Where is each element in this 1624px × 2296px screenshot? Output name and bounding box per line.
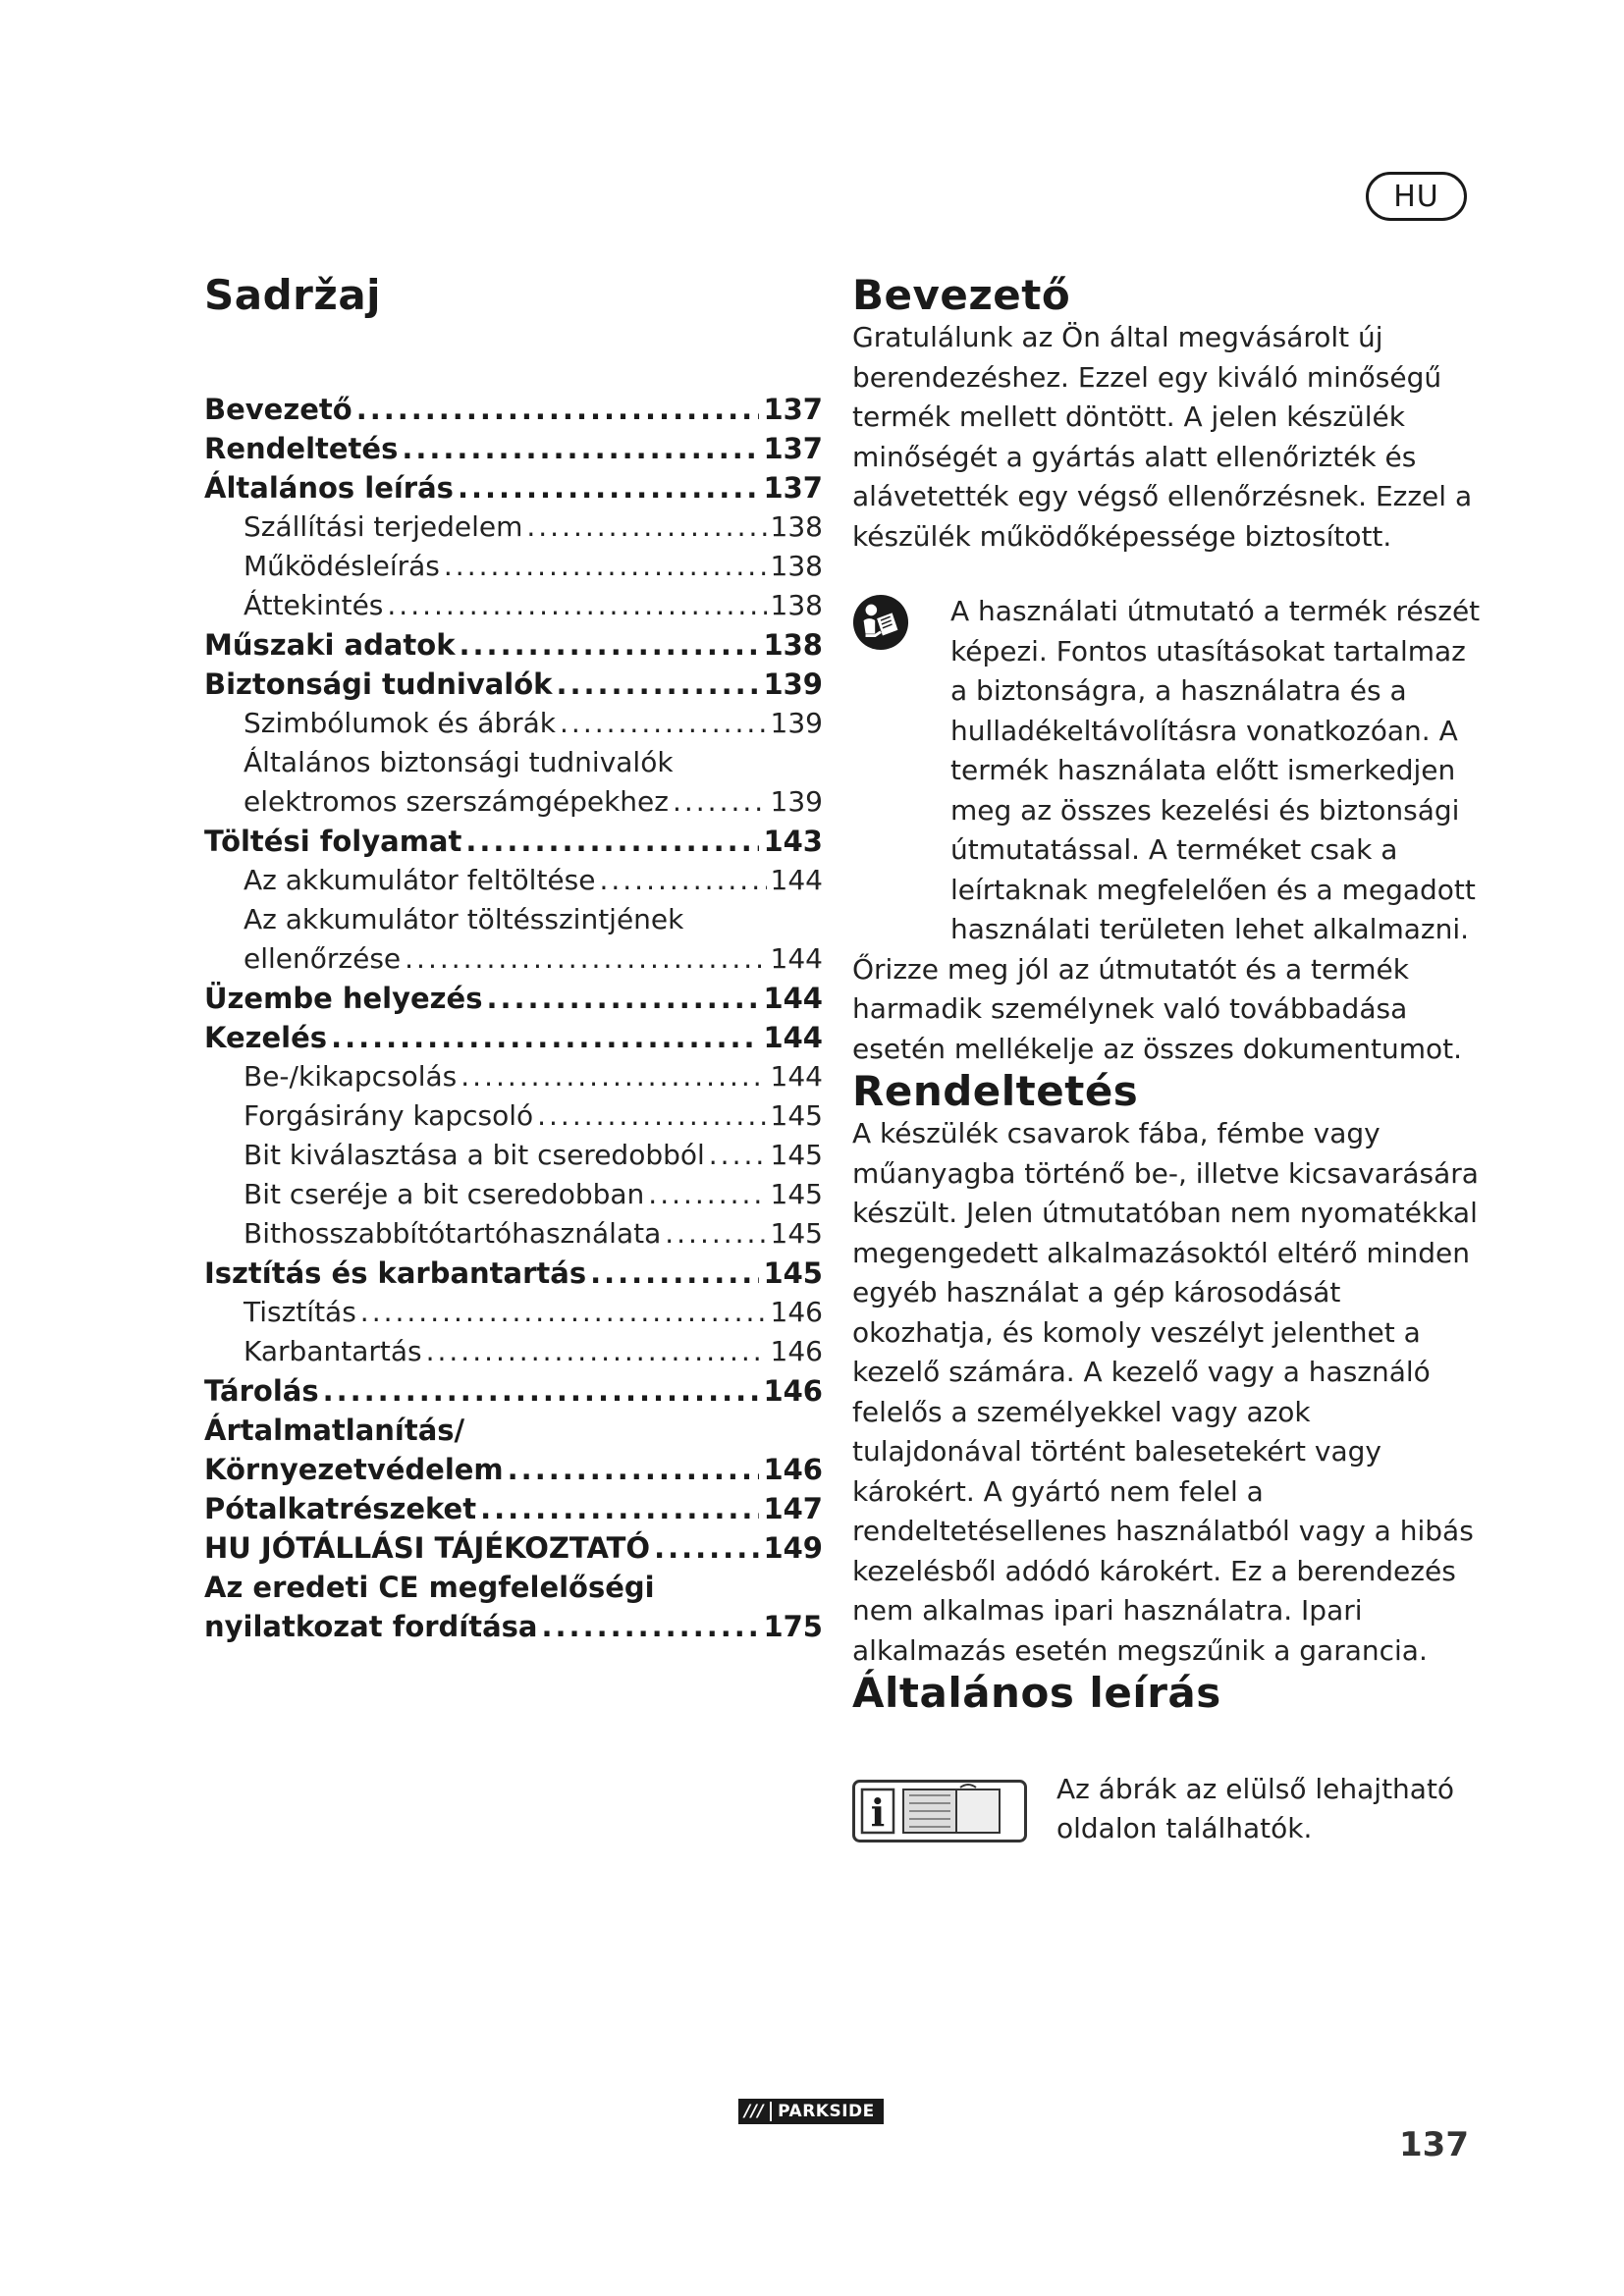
manual-notice	[852, 592, 1481, 1069]
toc-entry-page: 146	[763, 1453, 823, 1487]
toc-entry-label: Bevezető	[204, 393, 352, 427]
toc-entry-page: 138	[770, 550, 823, 583]
toc-entry	[204, 1293, 823, 1332]
toc-entry-label: Töltési folyamat	[204, 825, 462, 859]
toc-entry-label: ellenőrzése	[244, 942, 402, 976]
toc-entry-label: Be-/kikapcsolás	[244, 1060, 458, 1094]
toc-leader-dots	[599, 861, 766, 900]
toc-leader-dots	[405, 939, 766, 979]
toc-leader-dots	[387, 586, 766, 625]
toc-entry-label: Általános leírás	[204, 471, 454, 506]
toc-leader-dots	[673, 782, 767, 822]
toc-leader-dots	[465, 822, 759, 861]
page-number: 137	[1399, 2125, 1469, 2164]
rendeltetes-paragraph: A készülék csavarok fába, fémbe vagy műanyagba történő be-, illetve kicsavarására készült. Jelen útmutatóban nem nyomatékkal megengedett alkalmazásoktól eltérő minden egyéb használat a gép károsodását okozhatja, és komoly veszélyt jelenthet a kezelő számára. A kezelő vagy a használó felelős a személyekkel vagy azok tulajdonával történt balesetekért vagy károkért. A gyártó nem felel a rendeltetésellenes használatból vagy a hibás kezelésből adódó károkért. Ez a berendezés nem alkalmas ipari használatra. Ipari alkalmazás esetén megszűnik a garancia.	[852, 1117, 1479, 1667]
toc-entry-label: Tisztítás	[244, 1296, 356, 1329]
toc-entry	[204, 861, 823, 900]
toc-entry	[204, 665, 823, 704]
toc-leader-dots	[542, 1607, 760, 1646]
toc-entry-page: 139	[770, 707, 823, 740]
toc-leader-dots	[480, 1489, 759, 1528]
toc-entry	[204, 429, 823, 468]
toc-entry-page: 149	[763, 1531, 823, 1566]
toc-entry	[204, 507, 823, 547]
notice-text-keep: Őrizze meg jól az útmutatót és a termék harmadik személynek való továbbadása esetén mellékelje az összes dokumentumot.	[852, 952, 1463, 1065]
toc-entry-page: 145	[770, 1217, 823, 1251]
toc-leader-dots	[402, 429, 759, 468]
toc-entry-label: Az akkumulátor töltésszintjének	[244, 903, 684, 936]
toc-leader-dots	[560, 704, 767, 743]
toc-entry-label: Isztítás és karbantartás	[204, 1256, 587, 1291]
toc-entry	[204, 1018, 823, 1057]
toc-entry-label: Áttekintés	[244, 589, 384, 622]
section-title-altalanos: Általános leírás	[852, 1669, 1221, 1718]
toc-entry	[204, 939, 823, 979]
toc-entry-page: 137	[763, 393, 823, 427]
toc-entry	[204, 1254, 823, 1293]
toc-entry	[204, 1096, 823, 1136]
section-title-rendeltetes: Rendeltetés	[852, 1067, 1139, 1116]
toc-entry-label: Kezelés	[204, 1021, 328, 1055]
intro-paragraph: Gratulálunk az Ön által megvásárolt új berendezéshez. Ezzel egy kiváló minőségű termék mellett döntött. A jelen készülék minőségét a gyártás alatt ellenőrizték és alávetették egy végső ellenőrzésnek. Ezzel a készülék működőképessége biztosított.	[852, 321, 1473, 553]
parkside-logo	[738, 2099, 884, 2124]
toc-leader-dots	[508, 1450, 760, 1489]
toc-entry	[204, 782, 823, 822]
toc-entry	[204, 1332, 823, 1371]
toc-entry	[204, 547, 823, 586]
toc-entry	[204, 1214, 823, 1254]
toc-leader-dots	[323, 1371, 760, 1411]
toc-entry-page: 139	[770, 785, 823, 819]
toc-leader-dots	[460, 625, 760, 665]
toc-title: Sadržaj	[204, 271, 382, 319]
toc-entry	[204, 1528, 823, 1568]
toc-entry	[204, 1489, 823, 1528]
toc-entry-label: nyilatkozat fordítása	[204, 1610, 538, 1644]
toc-leader-dots	[654, 1528, 759, 1568]
toc-leader-dots	[426, 1332, 767, 1371]
toc-leader-dots	[486, 979, 759, 1018]
info-text: Az ábrák az elülső lehajtható oldalon találhatók.	[1056, 1772, 1455, 1845]
toc-entry-label: Környezetvédelem	[204, 1453, 504, 1487]
toc-entry	[204, 390, 823, 429]
read-manual-icon	[852, 594, 909, 651]
svg-text:i: i	[870, 1789, 886, 1835]
toc-entry-page: 146	[770, 1335, 823, 1368]
toc-entry-page: 144	[763, 982, 823, 1016]
toc-entry-label: Üzembe helyezés	[204, 982, 483, 1016]
toc-leader-dots	[590, 1254, 759, 1293]
toc-entry-page: 139	[763, 667, 823, 702]
toc-entry-page: 143	[763, 825, 823, 859]
toc-entry-page: 138	[770, 510, 823, 544]
toc-entry-label: Működésleírás	[244, 550, 440, 583]
toc-entry-label: Biztonsági tudnivalók	[204, 667, 553, 702]
toc-entry-label: Szállítási terjedelem	[244, 510, 523, 544]
toc-entry-label: Forgásirány kapcsoló	[244, 1099, 534, 1133]
logo-stripes-icon: ///	[744, 2102, 765, 2121]
toc-entry	[204, 743, 823, 782]
toc-entry-label: Az akkumulátor feltöltése	[244, 864, 596, 897]
toc-entry-label: Tárolás	[204, 1374, 319, 1409]
toc-leader-dots	[648, 1175, 766, 1214]
toc-leader-dots	[331, 1018, 759, 1057]
toc-entry	[204, 1607, 823, 1646]
toc-leader-dots	[709, 1136, 767, 1175]
toc-entry-page: 145	[763, 1256, 823, 1291]
toc-entry-label: Bit kiválasztása a bit cseredobból	[244, 1139, 705, 1172]
toc-entry-label: HU JÓTÁLLÁSI TÁJÉKOZTATÓ	[204, 1531, 651, 1566]
toc-entry-label: Az eredeti CE megfelelőségi	[204, 1571, 655, 1605]
toc-entry	[204, 1057, 823, 1096]
toc-entry	[204, 1568, 823, 1607]
toc-entry-page: 145	[770, 1139, 823, 1172]
toc-entry	[204, 1136, 823, 1175]
toc-entry-label: Ártalmatlanítás/	[204, 1414, 465, 1448]
toc-entry	[204, 586, 823, 625]
toc-entry-page: 144	[770, 864, 823, 897]
info-book-icon	[852, 1780, 1027, 1842]
toc-entry-page: 138	[770, 589, 823, 622]
logo-brand-text: PARKSIDE	[770, 2102, 875, 2121]
notice-text: A használati útmutató a termék részét képezi. Fontos utasításokat tartalmaz a biztonságra, a használatra és a hulladékeltávolításra vonatkozóan. A termék használata előtt ismerkedjen meg az összes kezelési és biztonsági útmutatással. A terméket csak a leírtaknak megfelelően és a megadott használati területen lehet alkalmazni.	[950, 595, 1481, 946]
toc-entry	[204, 625, 823, 665]
toc-entry	[204, 1411, 823, 1450]
toc-entry	[204, 1175, 823, 1214]
toc-entry-page: 145	[770, 1178, 823, 1211]
toc-entry-label: Pótalkatrészeket	[204, 1492, 477, 1526]
toc-entry-page: 144	[770, 1060, 823, 1094]
toc-entry-label: elektromos szerszámgépekhez	[244, 785, 669, 819]
toc-entry	[204, 468, 823, 507]
toc-entry-page: 144	[770, 942, 823, 976]
toc-entry-page: 138	[763, 628, 823, 663]
toc-entry-label: Karbantartás	[244, 1335, 422, 1368]
toc-entry-label: Rendeltetés	[204, 432, 399, 466]
toc-entry-label: Műszaki adatok	[204, 628, 456, 663]
toc-entry-page: 137	[763, 432, 823, 466]
info-note	[852, 1770, 1481, 1858]
toc-entry-label: Általános biztonsági tudnivalók	[244, 746, 674, 779]
toc-entry-page: 144	[763, 1021, 823, 1055]
toc-leader-dots	[356, 390, 760, 429]
toc-entry	[204, 822, 823, 861]
toc-list	[204, 390, 823, 1646]
toc-leader-dots	[458, 468, 760, 507]
toc-entry-label: Bithosszabbítótartóhasználata	[244, 1217, 662, 1251]
toc-entry-page: 146	[763, 1374, 823, 1409]
toc-entry-page: 137	[763, 471, 823, 506]
toc-leader-dots	[665, 1214, 766, 1254]
toc-entry-label: Bit cseréje a bit cseredobban	[244, 1178, 645, 1211]
section-title-bevezeto: Bevezető	[852, 271, 1071, 319]
toc-entry	[204, 1450, 823, 1489]
content-column	[852, 273, 1481, 1858]
toc-entry	[204, 979, 823, 1018]
toc-leader-dots	[360, 1293, 767, 1332]
toc-column	[204, 273, 823, 1646]
toc-entry	[204, 1371, 823, 1411]
toc-leader-dots	[556, 665, 759, 704]
toc-entry-label: Szimbólumok és ábrák	[244, 707, 557, 740]
toc-entry	[204, 900, 823, 939]
toc-leader-dots	[537, 1096, 766, 1136]
toc-entry	[204, 704, 823, 743]
toc-entry-page: 145	[770, 1099, 823, 1133]
toc-entry-page: 147	[763, 1492, 823, 1526]
language-badge: HU	[1366, 172, 1467, 221]
toc-leader-dots	[444, 547, 767, 586]
toc-leader-dots	[460, 1057, 766, 1096]
toc-entry-page: 146	[770, 1296, 823, 1329]
toc-leader-dots	[526, 507, 766, 547]
toc-entry-page: 175	[763, 1610, 823, 1644]
